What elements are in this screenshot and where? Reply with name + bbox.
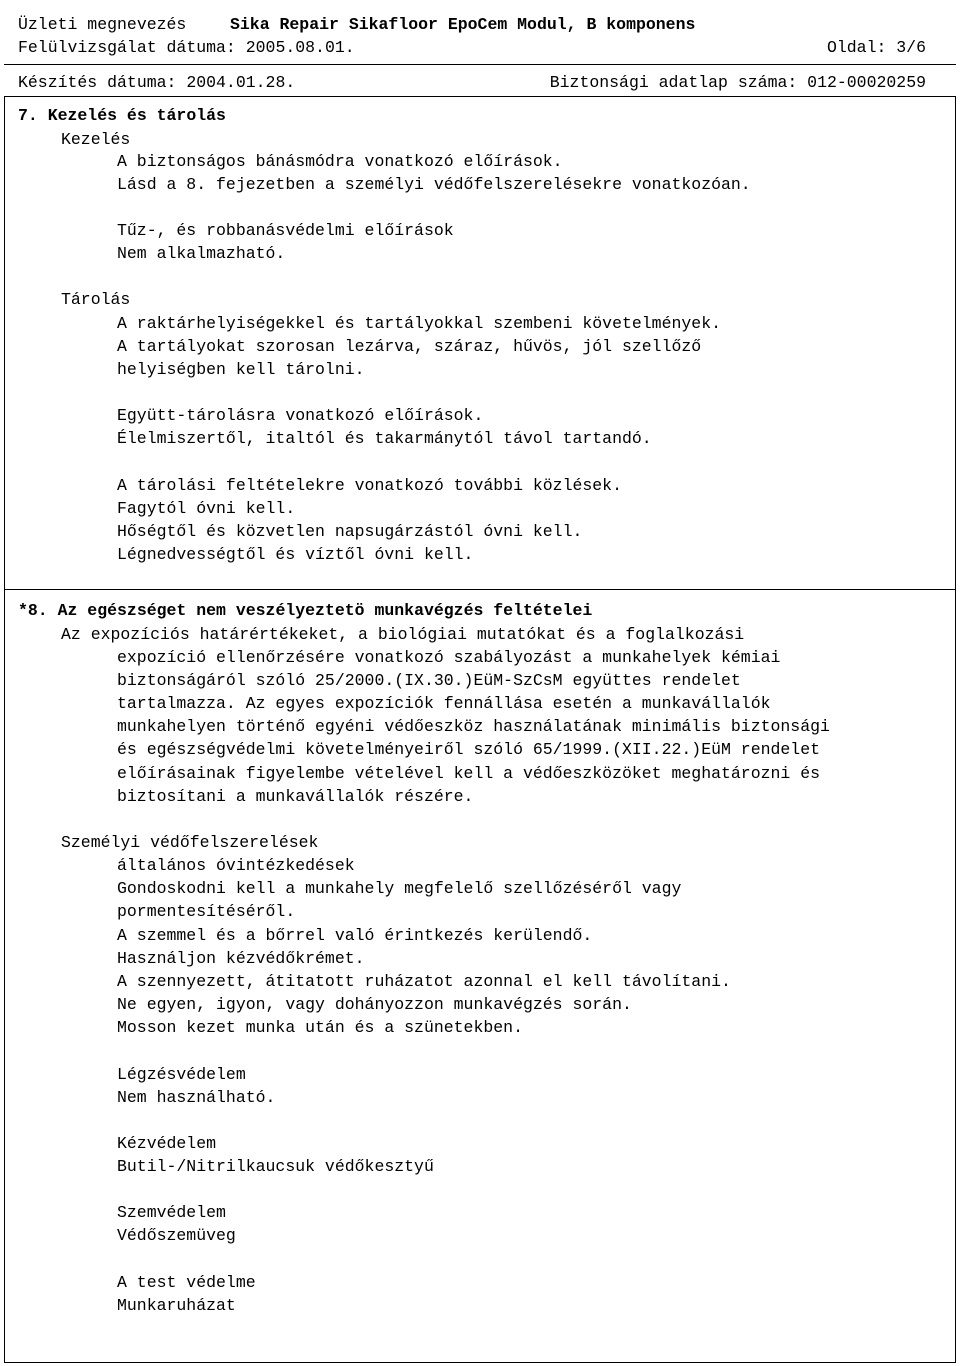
further-storage-line: A tárolási feltételekre vonatkozó további közlések.	[117, 476, 622, 495]
exposure-intro-line: munkahelyen történő egyéni védőeszköz használatának minimális biztonsági	[117, 717, 830, 736]
respiratory-heading: Légzésvédelem	[117, 1065, 246, 1084]
section-8-title: *8. Az egészséget nem veszélyeztetö munkavégzés feltételei	[18, 601, 593, 620]
further-storage-line: Hőségtől és közvetlen napsugárzástól óvni kell.	[117, 522, 583, 541]
general-measures-line: általános óvintézkedések	[117, 856, 355, 875]
product-name: Sika Repair Sikafloor EpoCem Modul, B komponens	[230, 15, 696, 34]
body-protection-heading: A test védelme	[117, 1273, 256, 1292]
ppe-heading: Személyi védőfelszerelések	[61, 833, 319, 852]
handling-line: Lásd a 8. fejezetben a személyi védőfelszerelésekre vonatkozóan.	[117, 175, 751, 194]
storage-line: A raktárhelyiségekkel és tartályokkal szembeni követelmények.	[117, 314, 721, 333]
exposure-intro-line: előírásainak figyelembe vételével kell a védőeszközöket meghatározni és	[117, 764, 821, 783]
fire-text: Nem alkalmazható.	[117, 244, 286, 263]
eye-protection-heading: Szemvédelem	[117, 1203, 226, 1222]
general-measures-line: Mosson kezet munka után és a szünetekben.	[117, 1018, 523, 1037]
storage-line: A tartályokat szorosan lezárva, száraz, hűvös, jól szellőző	[117, 337, 702, 356]
eye-protection-text: Védőszemüveg	[117, 1226, 236, 1245]
general-measures-line: A szennyezett, átitatott ruházatot azonnal el kell távolítani.	[117, 972, 731, 991]
exposure-intro-line: tartalmazza. Az egyes expozíciók fennállása esetén a munkavállalók	[117, 694, 771, 713]
respiratory-text: Nem használható.	[117, 1088, 276, 1107]
exposure-intro: Az expozíciós határértékeket, a biológiai mutatókat és a foglalkozási	[61, 625, 745, 644]
fire-heading: Tűz-, és robbanásvédelmi előírások	[117, 221, 454, 240]
exposure-intro-line: biztonságáról szóló 25/2000.(IX.30.)EüM-SzCsM együttes rendelet	[117, 671, 741, 690]
joint-storage-line: Élelmiszertől, italtól és takarmánytól távol tartandó.	[117, 429, 652, 448]
further-storage-line: Légnedvességtől és víztől óvni kell.	[117, 545, 474, 564]
body-protection-text: Munkaruházat	[117, 1296, 236, 1315]
joint-storage-line: Együtt-tárolásra vonatkozó előírások.	[117, 406, 484, 425]
hand-protection-text: Butil-/Nitrilkaucsuk védőkesztyű	[117, 1157, 434, 1176]
page-frame	[4, 96, 956, 1363]
hand-protection-heading: Kézvédelem	[117, 1134, 217, 1153]
exposure-intro-line: biztosítani a munkavállalók részére.	[117, 787, 474, 806]
further-storage-line: Fagytól óvni kell.	[117, 499, 296, 518]
storage-heading: Tárolás	[61, 290, 131, 309]
creation-date: Készítés dátuma: 2004.01.28.	[18, 73, 296, 92]
page-number: Oldal: 3/6	[826, 38, 926, 57]
general-measures-line: Ne egyen, igyon, vagy dohányozzon munkavégzés során.	[117, 995, 632, 1014]
general-measures-line: Használjon kézvédőkrémet.	[117, 949, 365, 968]
exposure-intro-line: és egészségvédelmi követelményeiről szóló 65/1999.(XII.22.)EüM rendelet	[117, 740, 821, 759]
product-name-label: Üzleti megnevezés	[18, 15, 187, 34]
general-measures-line: A szemmel és a bőrrel való érintkezés kerülendő.	[117, 926, 593, 945]
exposure-intro-line: expozíció ellenőrzésére vonatkozó szabályozást a munkahelyek kémiai	[117, 648, 781, 667]
handling-heading: Kezelés	[61, 130, 131, 149]
revision-date: Felülvizsgálat dátuma: 2005.08.01.	[18, 38, 355, 57]
handling-line: A biztonságos bánásmódra vonatkozó előírások.	[117, 152, 563, 171]
general-measures-line: Gondoskodni kell a munkahely megfelelő szellőzéséről vagy	[117, 879, 682, 898]
sds-number: Biztonsági adatlap száma: 012-00020259	[549, 73, 926, 92]
storage-line: helyiségben kell tárolni.	[117, 360, 365, 379]
section-7-title: 7. Kezelés és tárolás	[18, 106, 226, 125]
header-divider	[4, 64, 956, 65]
general-measures-line: pormentesítéséről.	[117, 902, 296, 921]
